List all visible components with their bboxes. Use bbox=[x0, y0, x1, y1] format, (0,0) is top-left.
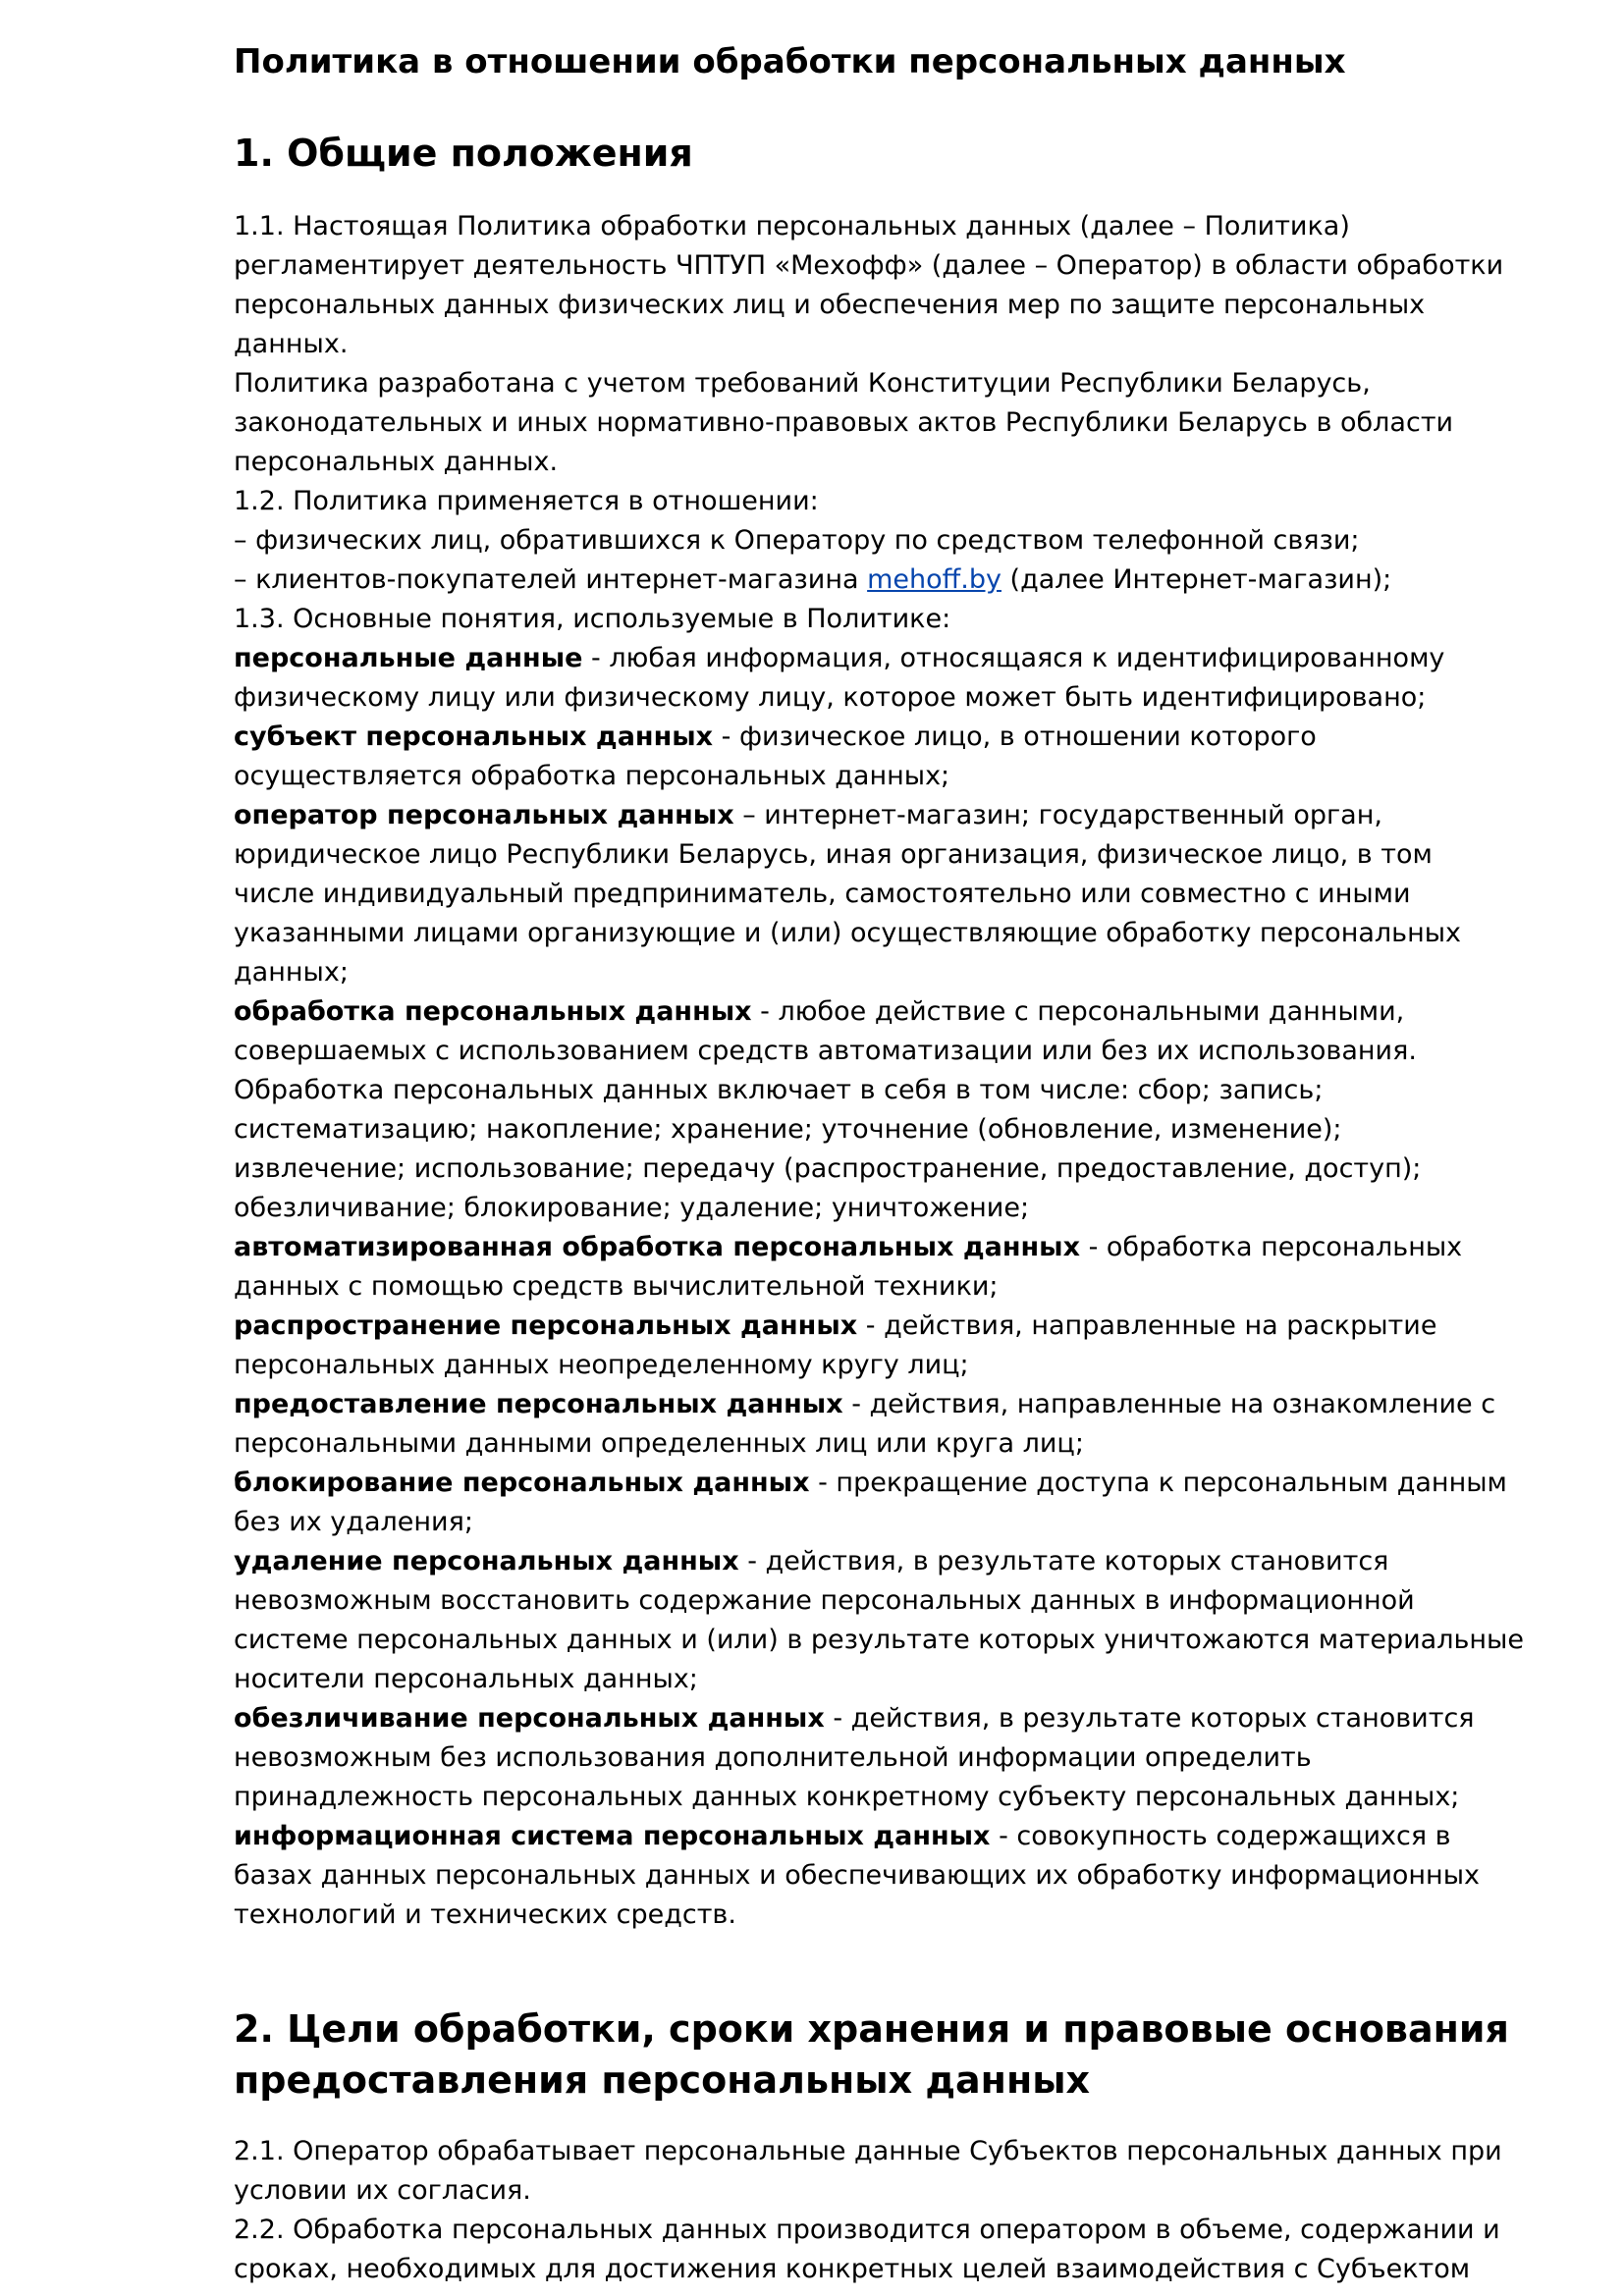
text-line: невозможным без использования дополнительной информации определить bbox=[234, 1742, 1312, 1773]
text-line: без их удаления; bbox=[234, 1507, 473, 1537]
definition-term: автоматизированная обработка персональных данных bbox=[234, 1232, 1080, 1262]
text-line: данных. bbox=[234, 329, 349, 359]
text-line: физическому лицу или физическому лицу, которое может быть идентифицировано; bbox=[234, 682, 1427, 713]
definition-line: блокирование персональных данных - прекращение доступа к персональным данным bbox=[234, 1468, 1507, 1498]
definition-line: автоматизированная обработка персональных данных - обработка персональных bbox=[234, 1232, 1463, 1262]
text-line: законодательных и иных нормативно-правовых актов Республики Беларусь в области bbox=[234, 407, 1454, 438]
text-line: данных; bbox=[234, 957, 349, 988]
definition-term: удаление персональных данных bbox=[234, 1546, 739, 1576]
definition-line: оператор персональных данных – интернет-магазин; государственный орган, bbox=[234, 800, 1382, 830]
section-1-body bbox=[234, 207, 1524, 1935]
definition-line: распространение персональных данных - действия, направленные на раскрытие bbox=[234, 1310, 1437, 1341]
text-line: систематизацию; накопление; хранение; уточнение (обновление, изменение); bbox=[234, 1114, 1342, 1145]
text-line: совершаемых с использованием средств автоматизации или без их использования. bbox=[234, 1036, 1417, 1066]
definition-term: обработка персональных данных bbox=[234, 996, 752, 1027]
text-line: – физических лиц, обратившихся к Оператору по средством телефонной связи; bbox=[234, 525, 1360, 556]
text-line: 1.3. Основные понятия, используемые в Политике: bbox=[234, 604, 951, 634]
section-2-heading-line: 2. Цели обработки, сроки хранения и правовые основания bbox=[234, 2007, 1509, 2051]
text-line: базах данных персональных данных и обеспечивающих их обработку информационных bbox=[234, 1860, 1480, 1891]
text-line: 1.2. Политика применяется в отношении: bbox=[234, 486, 819, 516]
text-line: осуществляется обработка персональных данных; bbox=[234, 761, 950, 791]
text-line: 2.1. Оператор обрабатывает персональные данные Субъектов персональных данных при bbox=[234, 2136, 1502, 2166]
text-line: сроках, необходимых для достижения конкретных целей взаимодействия с Субъектом bbox=[234, 2254, 1471, 2284]
text-line: невозможным восстановить содержание персональных данных в информационной bbox=[234, 1585, 1415, 1616]
section-2-heading bbox=[234, 2003, 1509, 2106]
text-line: данных с помощью средств вычислительной техники; bbox=[234, 1271, 999, 1302]
definition-line: удаление персональных данных - действия, в результате которых становится bbox=[234, 1546, 1389, 1576]
definition-line: информационная система персональных данных - совокупность содержащихся в bbox=[234, 1821, 1451, 1851]
definition-term: распространение персональных данных bbox=[234, 1310, 858, 1341]
definition-line: обработка персональных данных - любое действие с персональными данными, bbox=[234, 996, 1405, 1027]
text-line: персональными данными определенных лиц или круга лиц; bbox=[234, 1428, 1084, 1459]
definition-line: персональные данные - любая информация, относящаяся к идентифицированному bbox=[234, 643, 1445, 673]
text-line: персональных данных неопределенному кругу лиц; bbox=[234, 1350, 969, 1380]
section-2-heading-line: предоставления персональных данных bbox=[234, 2058, 1091, 2102]
text-line: извлечение; использование; передачу (распространение, предоставление, доступ); bbox=[234, 1153, 1422, 1184]
section-2-body bbox=[234, 2132, 1502, 2289]
text-line: числе индивидуальный предприниматель, самостоятельно или совместно с иными bbox=[234, 879, 1411, 909]
definition-term: предоставление персональных данных bbox=[234, 1389, 843, 1419]
definition-term: персональные данные bbox=[234, 643, 583, 673]
section-1-heading bbox=[234, 128, 693, 179]
definition-term: субъект персональных данных bbox=[234, 721, 714, 752]
text-line: условии их согласия. bbox=[234, 2175, 531, 2206]
definition-term: обезличивание персональных данных bbox=[234, 1703, 825, 1734]
document-title: Политика в отношении обработки персональных данных bbox=[234, 42, 1346, 81]
text-line: обезличивание; блокирование; удаление; уничтожение; bbox=[234, 1193, 1030, 1223]
definition-term: информационная система персональных данных bbox=[234, 1821, 991, 1851]
text-line: технологий и технических средств. bbox=[234, 1899, 736, 1930]
text-line: носители персональных данных; bbox=[234, 1664, 698, 1694]
text-line: юридическое лицо Республики Беларусь, иная организация, физическое лицо, в том bbox=[234, 839, 1433, 870]
text-line: Политика разработана с учетом требований Конституции Республики Беларусь, bbox=[234, 368, 1371, 399]
text-line: – клиентов-покупателей интернет-магазина mehoff.by (далее Интернет-магазин); bbox=[234, 564, 1392, 595]
text-line: персональных данных. bbox=[234, 447, 559, 477]
text-line: принадлежность персональных данных конкретному субъекту персональных данных; bbox=[234, 1782, 1460, 1812]
text-line: персональных данных физических лиц и обеспечения мер по защите персональных bbox=[234, 290, 1426, 320]
section-1-heading-text: 1. Общие положения bbox=[234, 132, 693, 175]
definition-term: оператор персональных данных bbox=[234, 800, 734, 830]
text-line: системе персональных данных и (или) в результате которых уничтожаются материальные bbox=[234, 1625, 1524, 1655]
definition-term: блокирование персональных данных bbox=[234, 1468, 810, 1498]
text-line: указанными лицами организующие и (или) осуществляющие обработку персональных bbox=[234, 918, 1462, 948]
store-link[interactable]: mehoff.by bbox=[867, 564, 1001, 595]
text-line: регламентирует деятельность ЧПТУП «Мехофф» (далее – Оператор) в области обработки bbox=[234, 250, 1504, 281]
text-line: 2.2. Обработка персональных данных производится оператором в объеме, содержании и bbox=[234, 2215, 1500, 2245]
definition-line: обезличивание персональных данных - действия, в результате которых становится bbox=[234, 1703, 1475, 1734]
text-line: Обработка персональных данных включает в себя в том числе: сбор; запись; bbox=[234, 1075, 1324, 1105]
definition-line: предоставление персональных данных - действия, направленные на ознакомление с bbox=[234, 1389, 1496, 1419]
definition-line: субъект персональных данных - физическое лицо, в отношении которого bbox=[234, 721, 1317, 752]
text-line: 1.1. Настоящая Политика обработки персональных данных (далее – Политика) bbox=[234, 211, 1350, 241]
